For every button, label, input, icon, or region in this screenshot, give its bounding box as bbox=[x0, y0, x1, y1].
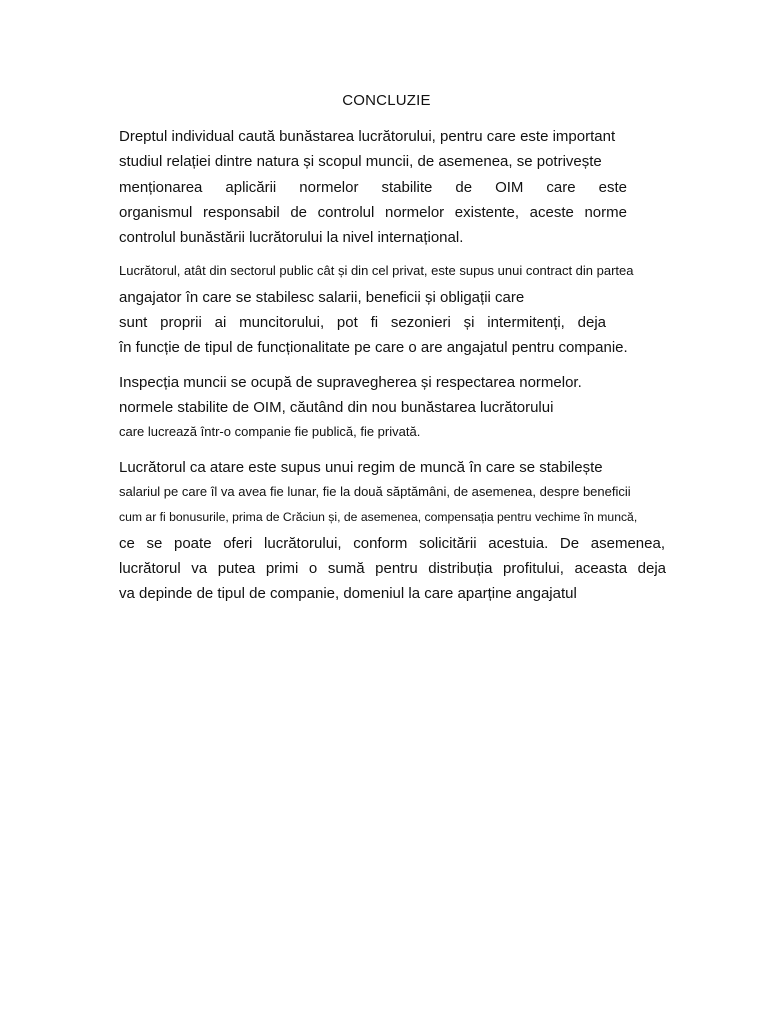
paragraph-2-line-2: angajator în care se stabilesc salarii, beneficii și obligații care bbox=[119, 289, 525, 306]
page-title: CONCLUZIE bbox=[342, 92, 431, 109]
paragraph-4-line-6: va depinde de tipul de companie, domeniul la care aparține angajatul bbox=[119, 585, 577, 602]
paragraph-1-line-1: Dreptul individual caută bunăstarea lucrătorului, pentru care este important bbox=[119, 128, 616, 145]
paragraph-3-line-1: Inspecția muncii se ocupă de supravegherea și respectarea normelor. bbox=[119, 374, 582, 391]
paragraph-4-line-4: ce se poate oferi lucrătorului, conform solicitării acestuia. De asemenea, bbox=[119, 535, 665, 552]
paragraph-2-line-3: sunt proprii ai muncitorului, pot fi sezonieri și intermitenți, deja bbox=[119, 314, 606, 331]
paragraph-1-line-5: controlul bunăstării lucrătorului la nivel internațional. bbox=[119, 229, 464, 246]
paragraph-4-line-1: Lucrătorul ca atare este supus unui regim de muncă în care se stabilește bbox=[119, 459, 603, 476]
paragraph-4-line-3: cum ar fi bonusurile, prima de Crăciun și, de asemenea, compensația pentru vechime în muncă, bbox=[119, 510, 638, 524]
paragraph-2-line-1: Lucrătorul, atât din sectorul public cât și din cel privat, este supus unui contract din partea bbox=[119, 263, 634, 278]
paragraph-2-line-4: în funcție de tipul de funcționalitate pe care o are angajatul pentru companie. bbox=[119, 339, 628, 356]
paragraph-4-line-2: salariul pe care îl va avea fie lunar, fie la două săptămâni, de asemenea, despre beneficii bbox=[119, 484, 631, 499]
paragraph-1-line-4: organismul responsabil de controlul normelor existente, aceste norme bbox=[119, 204, 627, 221]
paragraph-1-line-3: menționarea aplicării normelor stabilite de OIM care este bbox=[119, 179, 627, 196]
paragraph-1-line-2: studiul relației dintre natura și scopul muncii, de asemenea, se potrivește bbox=[119, 153, 602, 170]
paragraph-4-line-5: lucrătorul va putea primi o sumă pentru distribuția profitului, aceasta deja bbox=[119, 560, 666, 577]
paragraph-3-line-2: normele stabilite de OIM, căutând din nou bunăstarea lucrătorului bbox=[119, 399, 554, 416]
paragraph-3-line-3: care lucrează într-o companie fie publică, fie privată. bbox=[119, 424, 421, 439]
